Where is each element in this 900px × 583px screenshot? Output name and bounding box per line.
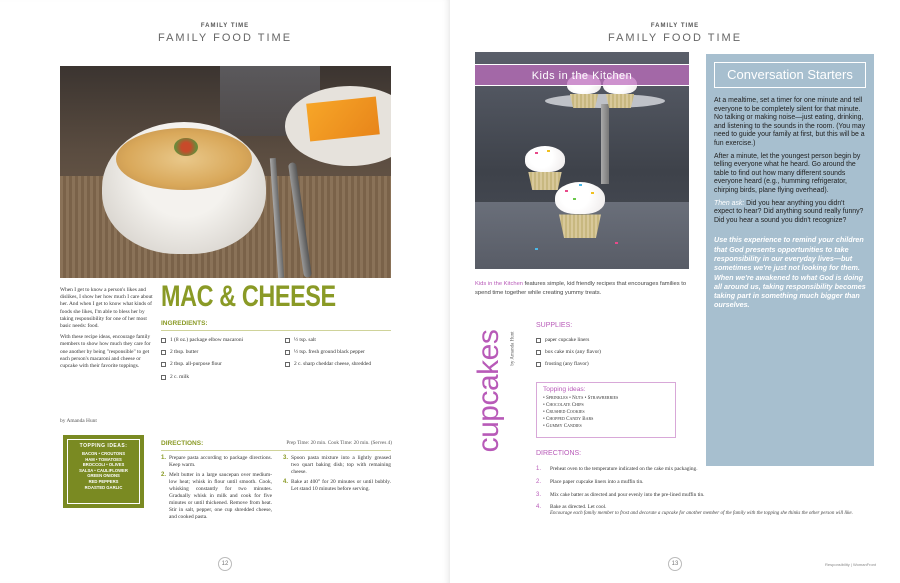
intro-text	[60, 287, 153, 374]
topping-idea: • Gummy Candies	[543, 424, 582, 429]
direction-step: 3. Spoon pasta mixture into a lightly greased two quart baking dish; top with remaining cheese.	[283, 455, 391, 475]
supply-item[interactable]: paper cupcake liners	[536, 337, 686, 343]
direction-step: 2. Melt butter in a large saucepan over medium-low heat; whisk in flour until smooth. Cook, whisking constantly for two minutes. Gradually whisk in milk and cook for five minutes or until thickened. Remove from heat. Stir in salt, pepper, one cup shredded cheese, and cooked pasta.	[161, 472, 272, 520]
topping-idea: HAM • TOMATOES	[85, 456, 122, 462]
intro-paragraph-1: When I get to know a person's likes and dislikes, I show her how much I care about her. And when I get to know what kinds of foods she likes, I'm able to bless her by taking responsibility for one of her most basic needs: food.	[60, 287, 153, 330]
topping-idea: • Sprinkles • Nuts • Strawberries	[543, 396, 619, 401]
cupcake-topping-ideas: Topping ideas: • Sprinkles • Nuts • Strawberries • Chocolate Chips • Crushed Cookies • Chopped Candy Bars • Gummy Candies	[536, 382, 676, 438]
direction-step: 1. Preheat oven to the temperature indicated on the cake mix packaging.	[536, 466, 698, 472]
checkbox-icon[interactable]	[285, 362, 290, 367]
kicker: FAMILY TIME	[200, 23, 250, 29]
topping-ideas-title: TOPPING IDEAS:	[79, 443, 128, 449]
ingredient-item[interactable]: 2 c. sharp cheddar cheese, shredded	[285, 361, 391, 367]
conversation-starters-box	[706, 54, 874, 466]
kids-in-kitchen-banner: Kids in the Kitchen	[475, 64, 689, 86]
divider	[161, 450, 391, 451]
kids-caption: Kids in the Kitchen features simple, kid friendly recipes that encourages families to spend time together while creating yummy treats.	[475, 281, 687, 296]
kicker: FAMILY TIME	[650, 23, 700, 29]
byline: by Amanda Hunt	[510, 331, 516, 366]
byline: by Amanda Hunt	[60, 418, 97, 424]
ingredient-item[interactable]: 2 c. milk	[161, 374, 285, 380]
checkbox-icon[interactable]	[536, 338, 541, 343]
intro-paragraph-2: With these recipe ideas, encourage family members to show how much they care for one another by being "responsible" to get each person's macaroni and cheese or cupcake with their favorite toppings.	[60, 334, 151, 370]
checkbox-icon[interactable]	[285, 338, 290, 343]
topping-idea: • Chocolate Chips	[543, 403, 584, 408]
page-number: 12	[218, 557, 232, 571]
checkbox-icon[interactable]	[161, 375, 166, 380]
supplies-heading: SUPPLIES:	[536, 322, 573, 329]
ingredients-list	[161, 337, 391, 380]
ingredient-item[interactable]: ½ tsp. fresh ground black pepper	[285, 349, 391, 355]
conversation-quote: Use this experience to remind your children that God presents opportunities to take responsibility in our everyday lives—but sometimes we're just not looking for them. When we're awakened to what God is doing all around us, taking responsibility becomes taking part in something much bigger than ourselves.	[714, 235, 866, 310]
ingredient-item[interactable]: ½ tsp. salt	[285, 337, 391, 343]
supply-item[interactable]: frosting (any flavor)	[536, 361, 686, 367]
topping-idea: RED PEPPERS	[88, 478, 119, 484]
directions-col-1	[161, 455, 272, 524]
divider	[161, 330, 391, 331]
topping-idea: BROCCOLI • OLIVES	[82, 462, 125, 468]
directions-col-2	[283, 455, 391, 496]
ingredient-item[interactable]: 2 tbsp. all-purpose flour	[161, 361, 285, 367]
topping-ideas-box	[63, 435, 144, 508]
directions-heading: DIRECTIONS:	[536, 450, 582, 457]
checkbox-icon[interactable]	[285, 350, 290, 355]
checkbox-icon[interactable]	[536, 362, 541, 367]
checkbox-icon[interactable]	[536, 350, 541, 355]
supply-item[interactable]: box cake mix (any flavor)	[536, 349, 686, 355]
topping-idea: • Chopped Candy Bars	[543, 417, 594, 422]
page-number: 13	[668, 557, 682, 571]
topping-idea: BACON • CROUTONS	[81, 451, 126, 456]
directions-heading: DIRECTIONS:	[161, 440, 204, 447]
mac-and-cheese-photo	[60, 66, 391, 278]
ingredients-heading: INGREDIENTS:	[161, 320, 208, 327]
recipe-title-vertical: cupcakes	[472, 329, 505, 453]
direction-step: 4. Bake as directed. Let cool. Encourage each family member to frost and decorate a cupcake for another member of the family with the topping she thinks the other person will like.	[536, 504, 853, 517]
ingredient-item[interactable]: 2 tbsp. butter	[161, 349, 285, 355]
topping-idea: SALSA • CAULIFLOWER	[79, 467, 128, 473]
direction-step: 2. Place paper cupcake liners into a muffin tin.	[536, 478, 644, 485]
direction-step: 4. Bake at 400° for 20 minutes or until bubbly. Let stand 10 minutes before serving.	[283, 479, 391, 492]
direction-step: 3. Mix cake batter as directed and pour evenly into the pre-lined muffin tin.	[536, 491, 705, 498]
cupcake-directions	[536, 466, 874, 524]
conversation-paragraph: Then ask: Did you hear anything you didn't expect to hear? Did anything sound really funny? Did you hear a sound you didn't recognize?	[714, 199, 864, 224]
checkbox-icon[interactable]	[161, 338, 166, 343]
topping-idea: GREEN ONIONS	[87, 473, 120, 479]
section-title: FAMILY FOOD TIME	[157, 32, 293, 44]
conversation-paragraph: At a mealtime, set a timer for one minute and tell everyone to be completely silent for that minute. No talking or making noise—just eating, drinking, and listening to the sounds in the room. (You may need to guide your family at first, but this will be a fun exercise.)	[714, 97, 866, 147]
prep-time: Prep Time: 20 min. Cook Time: 20 min. (Serves 4)	[286, 440, 392, 446]
ingredient-item[interactable]: 1 (8 oz.) package elbow macaroni	[161, 337, 285, 343]
checkbox-icon[interactable]	[161, 362, 166, 367]
topping-idea: • Crushed Cookies	[543, 410, 585, 415]
right-page	[450, 0, 900, 583]
recipe-title: MAC & CHEESE	[161, 280, 336, 313]
direction-step: 1. Prepare pasta according to package directions. Keep warm.	[161, 455, 272, 468]
checkbox-icon[interactable]	[161, 350, 166, 355]
topping-idea: ROASTED GARLIC	[84, 484, 123, 490]
footer-note: Responsibility | WomanFront	[825, 562, 876, 567]
supplies-list	[536, 337, 686, 374]
section-title: FAMILY FOOD TIME	[607, 32, 743, 44]
conversation-title: Conversation Starters	[714, 62, 866, 88]
conversation-paragraph: After a minute, let the youngest person begin by telling everyone what he heard. Go around the table to find out how many different sounds everyone heard (e.g., humming refrigerator, chirping birds, plane flying overhead).	[714, 152, 861, 194]
